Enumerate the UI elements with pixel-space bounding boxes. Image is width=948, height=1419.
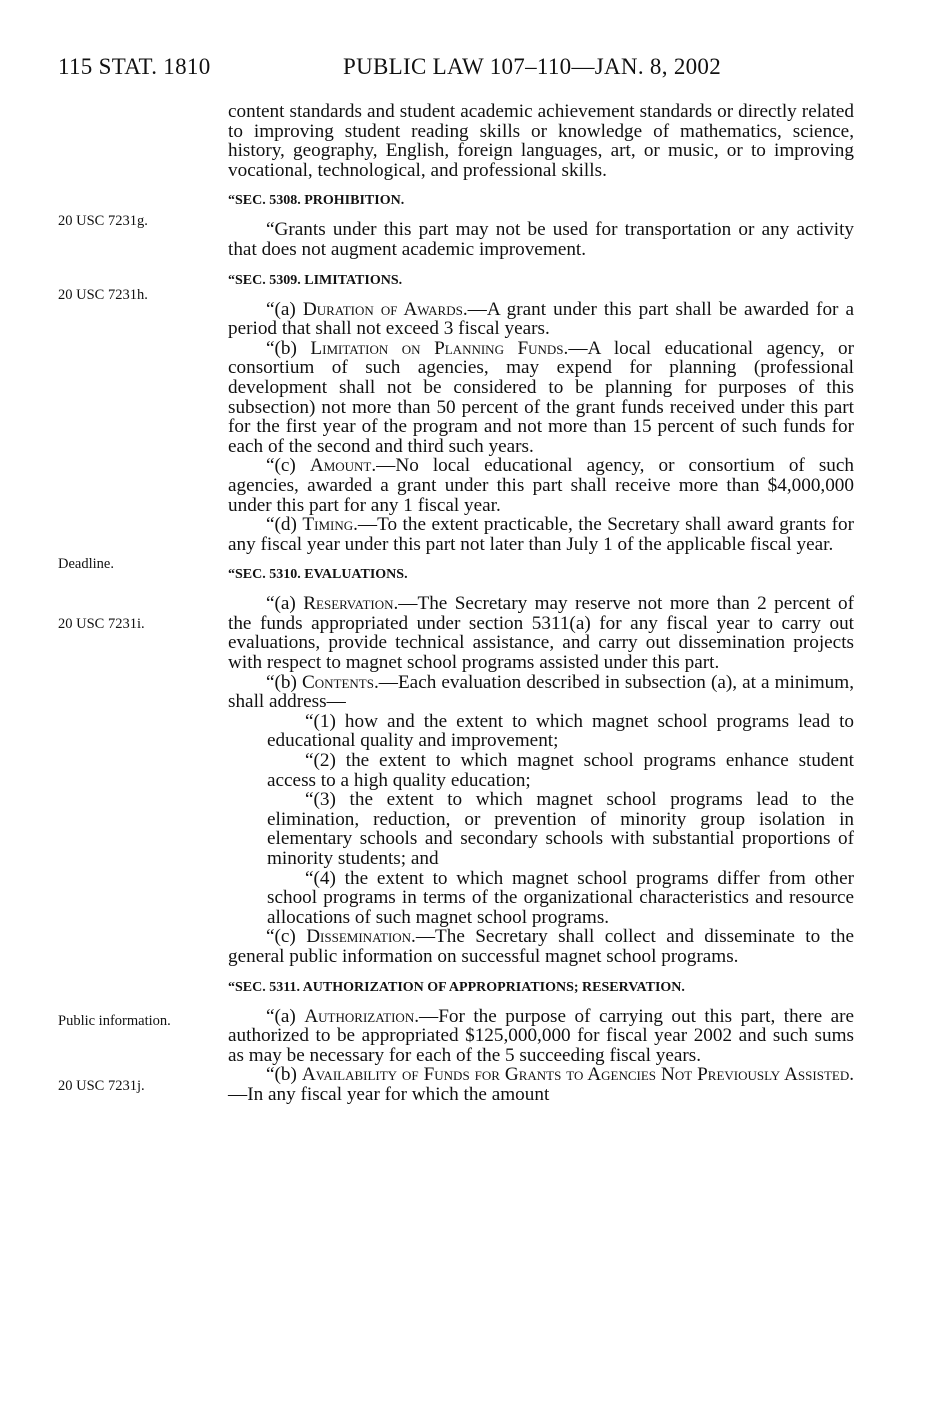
subsection-text: —To the extent practicable, the Secretary shall award grants for any fiscal year under this part not later than July 1 of the applicable fiscal year. [228, 514, 854, 555]
section-heading-5309: “SEC. 5309. LIMITATIONS. [228, 272, 403, 288]
subsection-caption: Timing. [302, 514, 358, 536]
subsection-text: —For the purpose of carrying out this part, there are authorized to be appropriated $125,000,000 for fiscal year 2002 and such sums as may be necessary for each of the 5 succeeding fiscal years. [228, 1005, 855, 1066]
subsection-5311-b [228, 1065, 854, 1104]
subsection-label: “(c) [266, 926, 307, 948]
subsection-label: “(b) [266, 337, 311, 359]
paragraph-5310-b-2: “(2) the extent to which magnet school programs enhance student access to a high quality education; [267, 750, 854, 791]
subsection-text: —The Secretary may reserve not more than 2 percent of the funds appropriated under section 5311(a) for any fiscal year to carry out evaluations, provide technical assistance, and carry out dissemination projects with respect to magnet school programs assisted under this part. [228, 593, 855, 674]
subsection-5309-d [228, 515, 854, 554]
margin-note-7231i: 20 USC 7231i. [58, 616, 145, 632]
subsection-text: —Each evaluation described in subsection (a), at a minimum, shall address— [228, 671, 854, 713]
subsection-5310-b [228, 673, 854, 712]
subsection-text: —A grant under this part shall be awarded for a period that shall not exceed 3 fiscal years. [228, 298, 854, 340]
section-5308-text: “Grants under this part may not be used for transportation or any activity that does not augment academic improvement. [228, 219, 854, 260]
section-heading-5308: “SEC. 5308. PROHIBITION. [228, 193, 405, 209]
subsection-caption: Reservation. [303, 593, 399, 615]
paragraph-5310-b-1: “(1) how and the extent to which magnet school programs lead to educational quality and improvement; [267, 710, 854, 752]
subsection-5310-c [228, 927, 854, 966]
page-number: 115 STAT. 1810 [58, 54, 211, 79]
subsection-caption: Availability of Funds for Grants to Agencies Not Previously Assisted. [301, 1064, 855, 1086]
law-title: PUBLIC LAW 107–110—JAN. 8, 2002 [343, 54, 722, 79]
subsection-label: “(c) [266, 455, 310, 477]
margin-note-public-information: Public information. [58, 1013, 171, 1029]
margin-note-7231h: 20 USC 7231h. [58, 287, 148, 303]
subsection-caption: Dissemination. [306, 926, 416, 948]
paragraph-5310-b-4: “(4) the extent to which magnet school programs differ from other school programs in terms of the organizational characteristics and resource allocations of such magnet school programs. [267, 867, 854, 928]
running-header [58, 54, 888, 90]
subsection-text: —The Secretary shall collect and disseminate to the general public information on successful magnet school programs. [228, 926, 855, 967]
margin-note-7231j: 20 USC 7231j. [58, 1078, 145, 1094]
main-text-column [228, 102, 854, 1105]
subsection-label: “(b) [266, 1064, 302, 1086]
subsection-5309-a [228, 300, 854, 339]
subsection-label: “(a) [266, 298, 303, 320]
section-heading-5311: “SEC. 5311. AUTHORIZATION OF APPROPRIATIONS; RESERVATION. [228, 979, 685, 995]
margin-note-7231g: 20 USC 7231g. [58, 213, 148, 229]
subsection-5309-c [228, 456, 854, 515]
subsection-text: —A local educational agency, or consortium of such agencies, may expend for planning (professional development shall not be considered to be planning for purposes of this subsection) not more than 50 percent of the grant funds received under this part for the first year of the program and not more than 15 percent of such funds for each of the second and third such years. [228, 337, 854, 457]
subsection-caption: Authorization. [304, 1005, 420, 1027]
subsection-caption: Amount. [309, 455, 377, 477]
subsection-label: “(b) [266, 671, 302, 693]
subsection-text: —No local educational agency, or consortium of such agencies, awarded a grant under this part shall receive more than $4,000,000 under this part for any 1 fiscal year. [228, 455, 855, 516]
subsection-5309-b [228, 339, 854, 457]
subsection-5311-a [228, 1007, 854, 1066]
subsection-caption: Limitation on Planning Funds. [310, 337, 569, 359]
subsection-label: “(a) [266, 593, 304, 615]
subsection-caption: Duration of Awards. [302, 298, 468, 320]
subsection-text: —In any fiscal year for which the amount [228, 1083, 550, 1105]
subsection-caption: Contents. [301, 671, 379, 693]
subsection-label: “(a) [266, 1005, 305, 1027]
subsection-5310-a [228, 594, 854, 672]
continued-paragraph: content standards and student academic achievement standards or directly related to improving student reading skills or knowledge of mathematics, science, history, geography, English, foreign languages, art, or music, or to improving vocational, technological, and professional skills. [228, 101, 854, 181]
margin-note-deadline: Deadline. [58, 556, 114, 572]
paragraph-5310-b-3: “(3) the extent to which magnet school programs lead to the elimination, reduction, or prevention of minority group isolation in elementary schools and secondary schools with substantial proportions of minority students; and [267, 789, 854, 869]
section-heading-5310: “SEC. 5310. EVALUATIONS. [228, 567, 408, 583]
subsection-label: “(d) [266, 514, 303, 536]
